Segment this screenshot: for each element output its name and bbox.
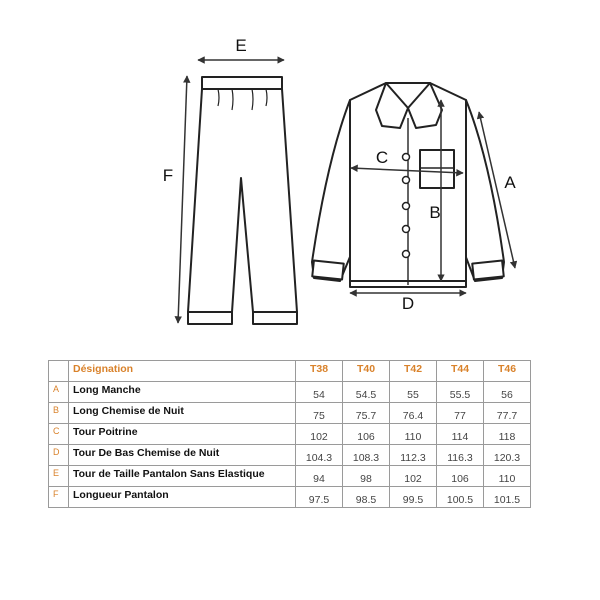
row-value: 77 — [437, 403, 484, 424]
table-row — [49, 445, 531, 466]
row-value: 106 — [343, 424, 390, 445]
row-value: 94 — [296, 466, 343, 487]
pants-waistband — [202, 77, 282, 89]
shirt-chest-pocket — [420, 150, 454, 188]
shirt-button — [403, 203, 410, 210]
row-designation: Long Chemise de Nuit — [69, 403, 296, 424]
row-value: 118 — [484, 424, 531, 445]
table-row — [49, 487, 531, 508]
pants-drawing — [188, 77, 297, 324]
table-row — [49, 403, 531, 424]
row-designation: Longueur Pantalon — [69, 487, 296, 508]
table-row — [49, 382, 531, 403]
dimension-label-c: C — [375, 148, 389, 167]
row-letter: C — [49, 424, 69, 445]
row-value: 98.5 — [343, 487, 390, 508]
row-designation: Long Manche — [69, 382, 296, 403]
header-size: T46 — [484, 361, 531, 382]
shirt-left-cuff — [312, 260, 344, 279]
dimension-label-d: D — [401, 294, 415, 313]
row-value: 102 — [296, 424, 343, 445]
row-value: 120.3 — [484, 445, 531, 466]
header-empty-cell — [49, 361, 69, 382]
row-value: 102 — [390, 466, 437, 487]
shirt-right-cuff — [472, 260, 504, 279]
row-value: 98 — [343, 466, 390, 487]
row-value: 56 — [484, 382, 531, 403]
row-designation: Tour De Bas Chemise de Nuit — [69, 445, 296, 466]
table-row — [49, 466, 531, 487]
dimension-label-f: F — [162, 166, 174, 185]
row-value: 76.4 — [390, 403, 437, 424]
row-letter: E — [49, 466, 69, 487]
row-value: 97.5 — [296, 487, 343, 508]
pants-right-cuff — [253, 312, 297, 324]
row-value: 112.3 — [390, 445, 437, 466]
dimension-label-b: B — [429, 203, 441, 222]
table-header-row — [49, 361, 531, 382]
row-value: 116.3 — [437, 445, 484, 466]
header-size: T40 — [343, 361, 390, 382]
row-letter: D — [49, 445, 69, 466]
row-value: 75 — [296, 403, 343, 424]
row-value: 55.5 — [437, 382, 484, 403]
row-value: 77.7 — [484, 403, 531, 424]
row-value: 101.5 — [484, 487, 531, 508]
dimension-arrow-f — [178, 76, 187, 323]
dimension-label-a: A — [504, 173, 516, 192]
row-value: 75.7 — [343, 403, 390, 424]
row-designation: Tour de Taille Pantalon Sans Elastique — [69, 466, 296, 487]
shirt-button — [403, 177, 410, 184]
dimension-label-e: E — [235, 36, 247, 55]
row-value: 106 — [437, 466, 484, 487]
row-value: 54 — [296, 382, 343, 403]
row-value: 110 — [390, 424, 437, 445]
pants-outline — [188, 89, 297, 312]
row-value: 108.3 — [343, 445, 390, 466]
size-chart-table — [48, 360, 531, 508]
pants-left-cuff — [188, 312, 232, 324]
shirt-left-sleeve — [312, 100, 352, 281]
header-size: T42 — [390, 361, 437, 382]
header-size: T38 — [296, 361, 343, 382]
row-letter: A — [49, 382, 69, 403]
shirt-button — [403, 251, 410, 258]
row-value: 104.3 — [296, 445, 343, 466]
row-value: 99.5 — [390, 487, 437, 508]
row-value: 110 — [484, 466, 531, 487]
row-value: 54.5 — [343, 382, 390, 403]
shirt-button — [403, 226, 410, 233]
shirt-right-sleeve — [464, 100, 504, 281]
shirt-button — [403, 154, 410, 161]
header-size: T44 — [437, 361, 484, 382]
header-designation: Désignation — [69, 361, 296, 382]
row-letter: B — [49, 403, 69, 424]
row-letter: F — [49, 487, 69, 508]
row-value: 55 — [390, 382, 437, 403]
row-value: 100.5 — [437, 487, 484, 508]
table-row — [49, 424, 531, 445]
row-value: 114 — [437, 424, 484, 445]
row-designation: Tour Poitrine — [69, 424, 296, 445]
